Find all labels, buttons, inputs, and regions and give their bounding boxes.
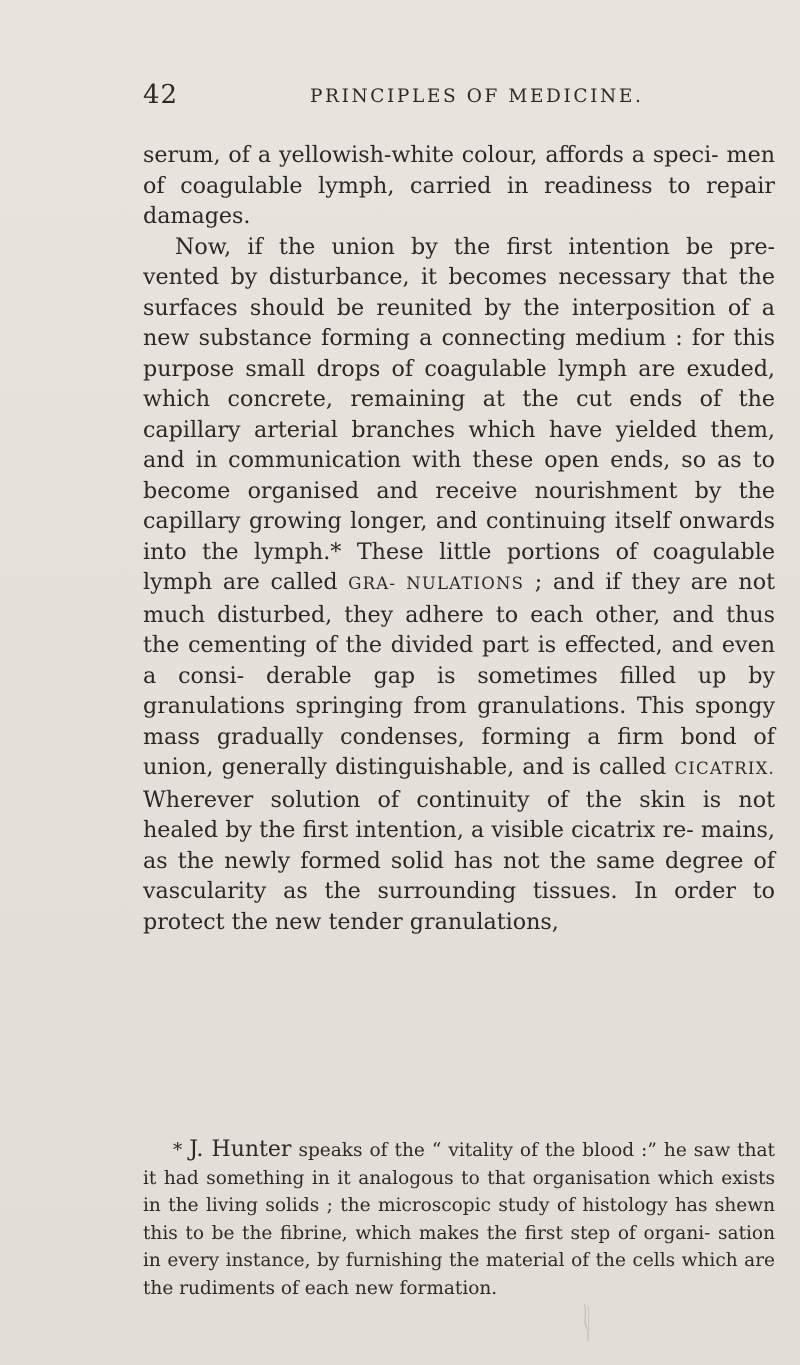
footnote-author: J. Hunter	[189, 1137, 292, 1162]
paragraph-2-part-1: Now, if the union by the first intention be pre- vented by disturbance, it becomes necessary that the surfaces should be reunited by the interposition of a new substance forming a connecting medium : for this purpose small drops of coagulable lymph are exuded, which concrete, remaining at the cut ends of the capillary arterial branches which have yielded them, and in communication with these open ends, so as to become organised and receive nourishment by the capillary growing longer, and continuing itself onwards into the lymph.* These little portions of coagulable lymph are called	[143, 233, 775, 595]
footnote-marker: *	[173, 1140, 183, 1161]
paragraph-2-part-2: ; and if they are not much disturbed, they adhere to each other, and thus the cementing of the divided part is effected, and even a consi- derable gap is sometimes filled up by granulations springing from granulations. This spongy mass gradually condenses, forming a firm bond of union, generally distinguishable, and is called	[143, 569, 775, 780]
running-head	[143, 80, 783, 120]
running-title: PRINCIPLES OF MEDICINE.	[310, 86, 644, 107]
paragraph-2-part-3: Wherever solution of continuity of the skin is not healed by the first intention, a visible cicatrix re- mains, as the newly formed solid has not the same degree of vascularity as the surrounding tissues. In order to protect the new tender granulations,	[143, 786, 775, 935]
footnote-paragraph	[143, 1136, 775, 1302]
paper-smudge	[578, 1302, 598, 1342]
footnote	[143, 1136, 775, 1302]
body-text	[143, 140, 775, 937]
footnote-text: speaks of the “ vitality of the blood :” he saw that it had something in it analogous to that organisation which exists in the living solids ; the microscopic study of histology has shewn this to be the fibrine, which makes the first step of organi- sation in every instance, by furnishing the material of the cells which are the rudiments of each new formation.	[143, 1140, 775, 1299]
term-cicatrix: CICATRIX.	[674, 759, 775, 778]
term-granulations: GRA- NULATIONS	[348, 574, 525, 593]
paragraph-2	[143, 232, 775, 938]
page-number: 42	[143, 80, 179, 110]
paragraph-1: serum, of a yellowish-white colour, affords a speci- men of coagulable lymph, carried in readiness to repair damages.	[143, 142, 775, 229]
